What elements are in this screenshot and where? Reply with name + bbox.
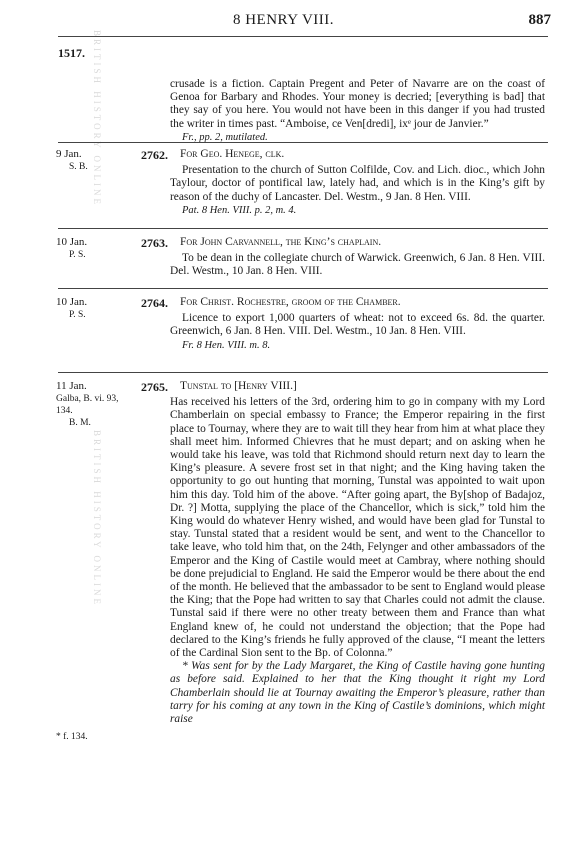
entry-body bbox=[170, 148, 545, 217]
year-label: 1517. bbox=[58, 46, 85, 60]
entry-date-text: 10 Jan. bbox=[56, 296, 88, 308]
entry-manuscript-ref: Galba, B. vi. 93, 134. bbox=[56, 394, 119, 416]
entry-date bbox=[56, 236, 126, 262]
entry-body bbox=[170, 236, 545, 279]
entry-source: Fr. 8 Hen. VIII. m. 8. bbox=[182, 339, 271, 351]
entry-date bbox=[56, 296, 126, 322]
entry-text: Presentation to the church of Sutton Colfilde, Cov. and Lich. dioc., which John Taylour, doctor of pontifical law, lately had, and which is in the King’s gift by reason of the duchy of Lancaster. Del. Westm., 9 Jan. 8 Hen. VIII. bbox=[170, 164, 545, 203]
header-rule bbox=[58, 36, 548, 37]
entry-text: To be dean in the collegiate church of Warwick. Greenwich, 6 Jan. 8 Hen. VIII. Del. Westm., 10 Jan. 8 Hen. VIII. bbox=[170, 252, 545, 278]
entry-date-text: 9 Jan. bbox=[56, 148, 82, 160]
entry-source-abbr: B. M. bbox=[69, 418, 91, 428]
entry-text: Has received his letters of the 3rd, ordering him to go in company with my Lord Chamberlain on special embassy to France; the Emperor repairing in the first place to Tournay, where they are to wait till they hear from him at what place they shall meet him. Informed Chievres that he must depart; and on asking when he would take his leave, was told that Richmond should return next day to learn the King’s pleasure. A severe frost set in that night; and the King having taken the opportunity to go out hunting that morning, Tunstal was appointed to wait upon him this day. Told him of the above. “After going apart, the By[shop of Badajoz, Dr. ?] Motta, supplying the place of the Chancellor, which is sick,” told him the King would do whatever Henry wished, and would have been glad for Tunstal to stay. Tunstal stated that a resident would be sent, and went to the Chancellor to take leave, who told him that, on the 24th, Felynger and other ambassadors of the Emperor and the King of Castile would meet at Cambray, where nothing should be done prejudicial to England. He said the Emperor would be there about the end of the month. He believed that the ambassador to be sent to England would please the King; that the Pope had written to say that Charles could not admit the clause. Tunstal said if there were no other treaty between them and France than what England knew of, he could not understand the objection; that the Pope had declared to the King’s friends he fully approved of the clause, “I meant the letters of the Cardinal Sion sent to the Bp. of Colonna.” bbox=[170, 396, 545, 660]
entry-date-text: 11 Jan. bbox=[56, 380, 87, 392]
entry-number: 2762. bbox=[141, 148, 168, 162]
running-title: 8 HENRY VIII. bbox=[232, 12, 335, 28]
entry-source: Pat. 8 Hen. VIII. p. 2, m. 4. bbox=[182, 204, 297, 216]
entry-rule bbox=[58, 288, 548, 289]
entry-rule bbox=[58, 228, 548, 229]
watermark-text: BRITISH HISTORY ONLINE bbox=[92, 30, 102, 208]
entry-source-abbr: P. S. bbox=[69, 250, 86, 260]
entry-heading: For Geo. Henege, clk. bbox=[180, 148, 285, 160]
entry-heading: For Christ. Rochestre, groom of the Chamber. bbox=[180, 296, 401, 308]
entry-number: 2763. bbox=[141, 236, 168, 250]
continued-text-block bbox=[170, 78, 545, 144]
entry-source-abbr: S. B. bbox=[69, 162, 88, 172]
page-number: 887 bbox=[528, 12, 551, 28]
entry-body bbox=[170, 380, 545, 726]
entry-heading: Tunstal to [Henry VIII.] bbox=[180, 380, 297, 392]
entry-number: 2765. bbox=[141, 380, 168, 394]
folio-marker: * f. 134. bbox=[56, 732, 88, 742]
entry-rule bbox=[58, 372, 548, 373]
entry-heading: For John Carvannell, the King’s chaplain. bbox=[180, 236, 382, 248]
entry-date bbox=[56, 380, 126, 430]
entry-date bbox=[56, 148, 126, 174]
watermark-text-lower: BRITISH HISTORY ONLINE bbox=[92, 430, 102, 608]
continued-text: crusade is a fiction. Captain Pregent and Peter of Navarre are on the coast of Genoa for Barbary and Rhodes. Your money is decried; [everything is bad] that they say of you here. You would not have been in this danger if you had trusted the writer in times past. “Amboise, ce Ven[dredi], ixᵉ jour de Janvier.” bbox=[170, 78, 545, 130]
entry-date-text: 10 Jan. bbox=[56, 236, 88, 248]
continued-source: Fr., pp. 2, mutilated. bbox=[182, 131, 268, 143]
entry-text: Licence to export 1,000 quarters of wheat: not to exceed 6s. 8d. the quarter. Greenwich, 6 Jan. 8 Hen. VIII. Del. Westm., 10 Jan. 8 Hen. VIII. bbox=[170, 312, 545, 338]
entry-body bbox=[170, 296, 545, 352]
entry-source-abbr: P. S. bbox=[69, 310, 86, 320]
entry-text-continued: * Was sent for by the Lady Margaret, the King of Castile having gone hunting as before said. Explained to her that the King thought it right my Lord Chamberlain should lie at Tournay awaiting the Emperor’s pleasure, rather than tarry for his coming at any town in the King of Castile’s dominions, which might raise bbox=[170, 660, 545, 726]
entry-number: 2764. bbox=[141, 296, 168, 310]
entry-rule bbox=[58, 142, 548, 143]
